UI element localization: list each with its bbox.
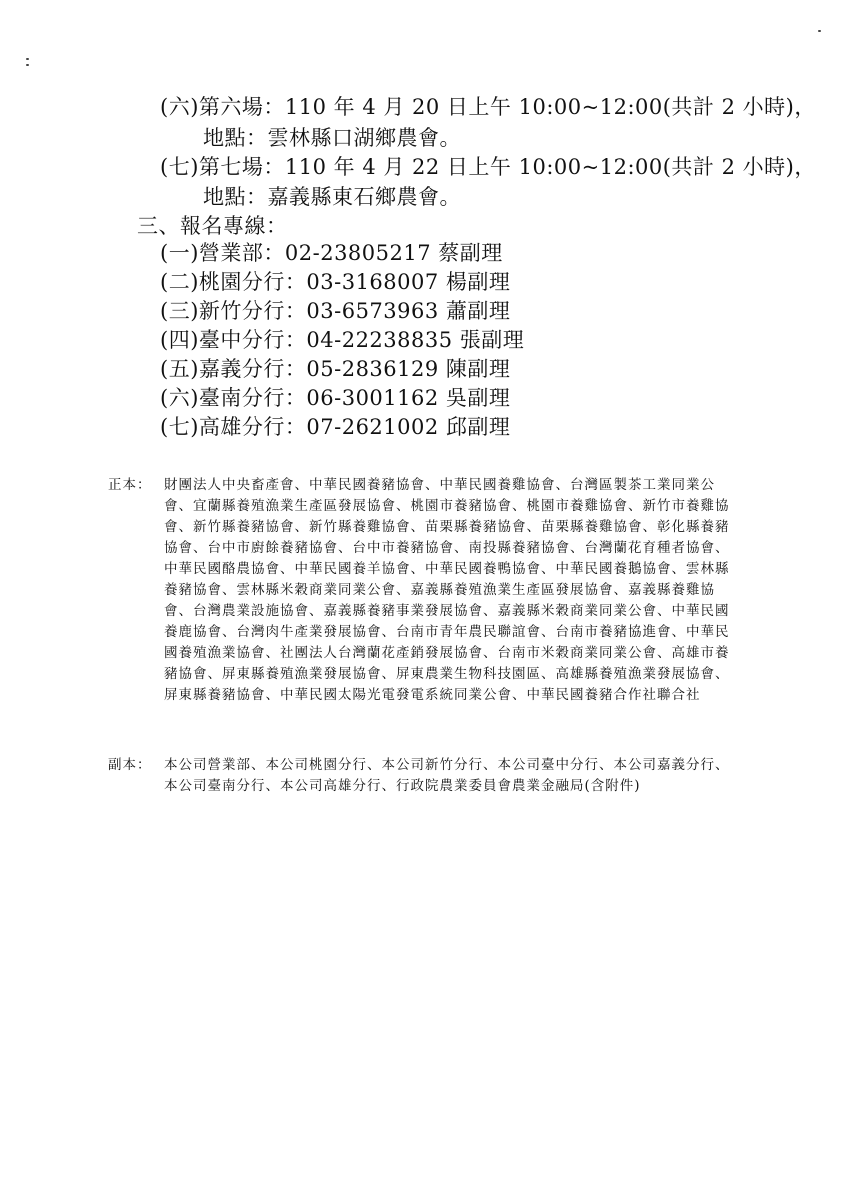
contact-item: (四)臺中分行：04-22238835 張副理: [160, 328, 525, 352]
contact-item: (六)臺南分行：06-3001162 吳副理: [160, 386, 511, 410]
registration-heading: 三、報名專線：: [137, 214, 288, 238]
original-recipients-text: 財團法人中央畜產會、中華民國養豬協會、中華民國養雞協會、台灣區製茶工業同業公會、宜蘭縣養殖漁業生產區發展協會、桃園市養豬協會、桃園市養雞協會、新竹市養雞協會、新竹縣養豬協會、新竹縣養雞協會、苗栗縣養豬協會、苗栗縣養雞協會、彰化縣養豬協會、台中市廚餘養豬協會、台中市養豬協會、南投縣養豬協會、台灣蘭花育種者協會、中華民國酪農協會、中華民國養羊協會、中華民國養鴨協會、中華民國養鵝協會、雲林縣養豬協會、雲林縣米穀商業同業公會、嘉義縣養殖漁業生產區發展協會、嘉義縣養雞協會、台灣農業設施協會、嘉義縣養豬事業發展協會、嘉義縣米穀商業同業公會、中華民國養鹿協會、台灣肉牛產業發展協會、台南市青年農民聯誼會、台南市養豬協進會、中華民國養殖漁業協會、社團法人台灣蘭花產銷發展協會、台南市米穀商業同業公會、高雄市養豬協會、屏東縣養殖漁業發展協會、屏東農業生物科技園區、高雄縣養殖漁業發展協會、屏東縣養豬協會、中華民國太陽光電發電系統同業公會、中華民國養豬合作社聯合社: [164, 477, 730, 703]
session-6-location: 地點：雲林縣口湖鄉農會。: [203, 126, 461, 150]
original-label: 正本：: [108, 477, 152, 493]
copy-label: 副本：: [108, 757, 152, 773]
contact-item: (五)嘉義分行：05-2836129 陳副理: [160, 357, 511, 381]
original-recipients: [108, 475, 738, 706]
contact-item: (一)營業部：02-23805217 蔡副理: [160, 241, 503, 265]
copy-recipients: [108, 755, 738, 797]
scan-speck: [26, 58, 29, 60]
scan-speck: [26, 64, 29, 66]
contact-item: (二)桃園分行：03-3168007 楊副理: [160, 270, 511, 294]
contact-item: (三)新竹分行：03-6573963 蕭副理: [160, 299, 511, 323]
session-7-location: 地點：嘉義縣東石鄉農會。: [203, 185, 461, 209]
contact-item: (七)高雄分行：07-2621002 邱副理: [160, 415, 511, 439]
copy-recipients-text: 本公司營業部、本公司桃園分行、本公司新竹分行、本公司臺中分行、本公司嘉義分行、本公司臺南分行、本公司高雄分行、行政院農業委員會農業金融局(含附件): [164, 757, 730, 794]
session-6-title: (六)第六場：110 年 4 月 20 日上午 10:00~12:00(共計 2 小時)，: [160, 95, 816, 119]
session-7-title: (七)第七場：110 年 4 月 22 日上午 10:00~12:00(共計 2 小時)，: [160, 155, 816, 179]
scan-speck: [818, 30, 821, 32]
